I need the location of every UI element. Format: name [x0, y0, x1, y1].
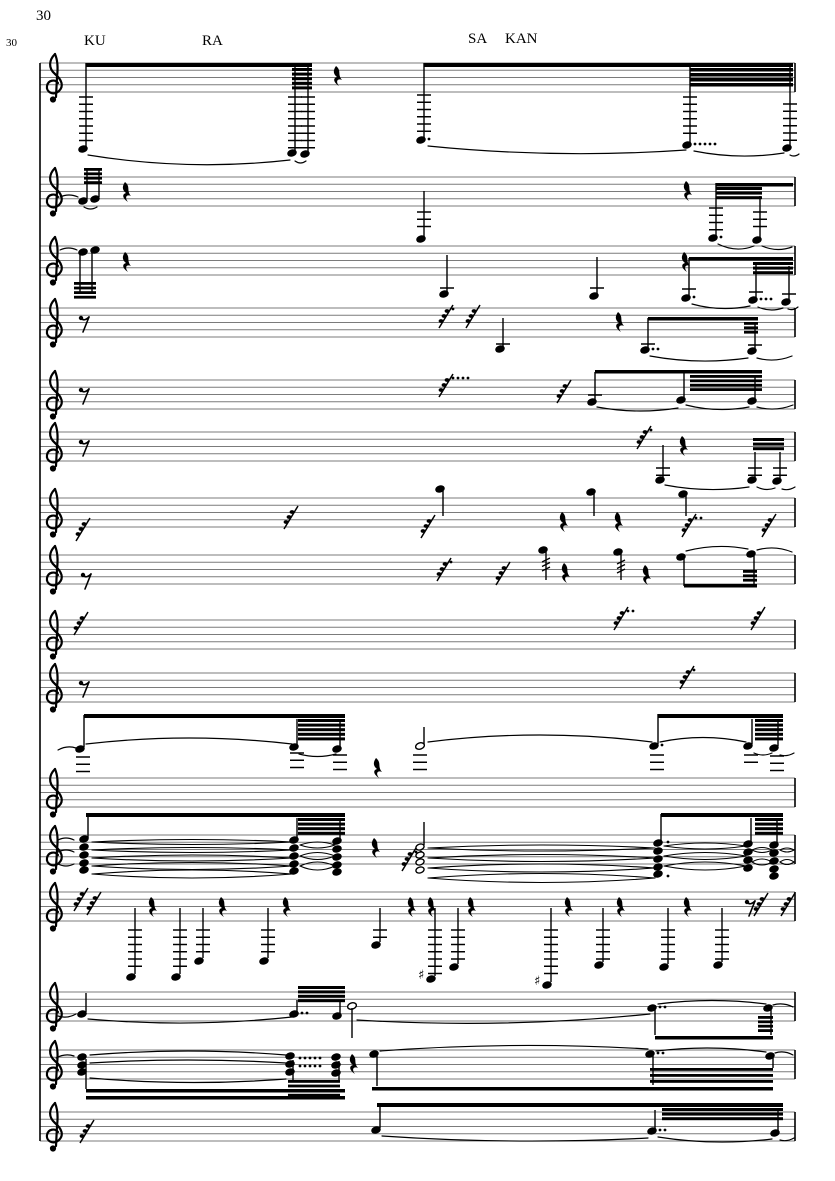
svg-text:♯: ♯: [534, 974, 541, 989]
lyric-syllable-ra: RA: [202, 33, 223, 49]
lyric-syllable-kan: KAN: [505, 31, 538, 47]
svg-text:♯: ♯: [418, 968, 425, 983]
lyric-syllable-sa: SA: [468, 31, 488, 47]
measure-number-top: 30: [36, 8, 51, 24]
measure-number-left: 30: [6, 37, 17, 49]
lyric-syllable-ku: KU: [84, 33, 106, 49]
